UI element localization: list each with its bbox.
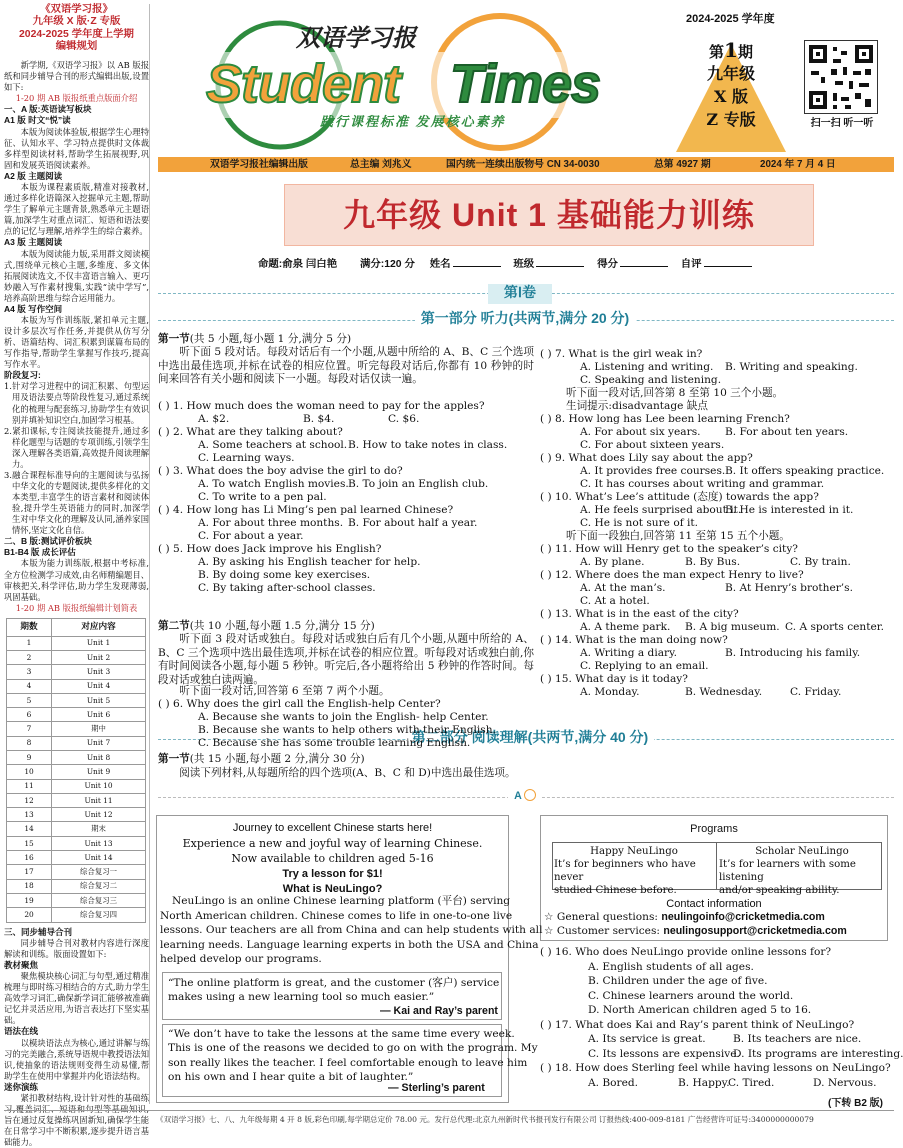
contact-service — [544, 925, 847, 939]
turn-page-note: (下转 B2 版) — [828, 1098, 883, 1109]
sidebar-title-line: 《双语学习报》 — [40, 4, 113, 15]
answer-option[interactable]: A. To watch English movies. — [198, 478, 349, 490]
publisher: 双语学习报社编辑出版 — [210, 159, 308, 170]
qr-code-icon — [805, 41, 877, 113]
answer-option[interactable]: B. By doing some key exercises. — [198, 569, 371, 581]
sidebar-c2-text: 以模块语法点为核心,通过讲解与练习的完美融合,系统导语规中教授语法知识,使抽象的语法规则变得生动易懂,帮助学生在使用中掌握并内化语法结构。 — [4, 1037, 149, 1081]
answer-option[interactable]: C. Friday. — [790, 686, 842, 698]
schedule-issue: 10 — [7, 765, 52, 779]
issue-num: 1 — [724, 38, 738, 62]
contact-general-label: ☆ General questions: — [544, 911, 662, 923]
schedule-row — [7, 636, 146, 650]
quote2-line: son really likes the teacher. I feel comfortable enough to leave him — [168, 1056, 528, 1069]
answer-option[interactable]: A. For about six years. — [580, 426, 701, 438]
volume-label: 第Ⅰ卷 — [503, 284, 537, 300]
ad-paragraph-line: NeuLingo is an online Chinese learning platform (平台) serving — [172, 895, 511, 907]
schedule-content: 综合复习三 — [52, 893, 146, 907]
schedule-row — [7, 893, 146, 907]
ad-paragraph-line: North American children. Chinese comes to life in one-to-one live — [160, 909, 513, 922]
answer-option[interactable]: B. At Henry’s brother’s. — [725, 582, 853, 594]
answer-option[interactable]: A. At the man’s. — [580, 582, 666, 594]
sidebar-title-line: 2024-2025 学年度上学期 — [19, 28, 134, 40]
ad-paragraph-line: learning needs. Language learning experts in both the USA and China — [160, 938, 539, 951]
program-scholar-desc: It’s for learners with some listening — [719, 859, 856, 884]
schedule-issue: 4 — [7, 679, 52, 693]
answer-option[interactable]: A. He feels surprised about it. — [580, 504, 742, 516]
answer-option[interactable]: C. Tired. — [728, 1076, 775, 1089]
question-stem: ( ) 17. What does Kai and Ray’s parent think of NeuLingo? — [540, 1018, 855, 1031]
sidebar-c2-heading: 语法在线 — [4, 1026, 39, 1037]
answer-option[interactable]: C. $6. — [388, 413, 420, 425]
schedule-issue: 16 — [7, 851, 52, 865]
schedule-content: Unit 9 — [52, 765, 146, 779]
section2-heading — [158, 620, 530, 634]
schedule-issue: 12 — [7, 793, 52, 807]
answer-option[interactable]: B. Happy. — [678, 1076, 730, 1089]
page-title: 九年级 Unit 1 基础能力训练 — [343, 197, 755, 233]
schedule-header: 期数 — [7, 618, 52, 636]
section2-label: 第二节 — [158, 620, 190, 632]
schedule-content: Unit 12 — [52, 808, 146, 822]
name-label: 姓名 — [429, 259, 451, 270]
schedule-issue: 7 — [7, 722, 52, 736]
schedule-issue: 17 — [7, 865, 52, 879]
schedule-header: 对应内容 — [52, 618, 146, 636]
sidebar-stage-item: 3.融合课程标准导向的主题阅读与弘扬中华文化的专题阅读,提供多样化的文本类型,丰富学生的语言素材和阅读体验,提升学生英语能力的同时,加深学生对中华文化的理解及认同,涵养家国情怀,坚定文化自信。 — [4, 469, 149, 535]
question-stem: ( ) 8. How long has Lee been learning French? — [540, 413, 790, 425]
publication-info-bar — [158, 157, 894, 172]
answer-option[interactable]: A. Because she wants to join the English- help Center. — [198, 711, 489, 723]
quote1-line: makes using a new learning tool so much easier.” — [168, 991, 435, 1003]
schedule-row — [7, 751, 146, 765]
schedule-content: Unit 8 — [52, 751, 146, 765]
answer-option[interactable]: A. For about three months. — [198, 517, 344, 529]
answer-option[interactable]: A. Listening and writing. — [580, 361, 714, 373]
serial-number: 国内统一连续出版物号 CN 34-0030 — [446, 159, 600, 170]
sidebar-a1-text: 本版为阅读体验版,根据学生心理特征、认知水平、学习特点提供时文体裁多样型阅读材料,帮助学生拓展视野,巩固和发展英语阅读素养。 — [4, 126, 149, 170]
question-stem: ( ) 3. What does the boy advise the girl to do? — [158, 465, 403, 477]
question-stem: ( ) 14. What is the man doing now? — [540, 634, 728, 646]
schedule-row — [7, 908, 146, 922]
section3-desc: (共 15 小题,每小题 2 分,满分 30 分) — [189, 753, 365, 765]
schedule-row — [7, 722, 146, 736]
schedule-table — [6, 618, 146, 923]
chief-editor: 总主编 刘兆义 — [350, 159, 412, 170]
sidebar-stage-item: 2.紧扣课标,专注阅读技能提升,通过多样化题型与话题的专项训练,引领学生深入理解各类语篇,高效提升阅读理解力。 — [4, 425, 149, 469]
question-stem: ( ) 7. What is the girl weak in? — [540, 348, 703, 360]
answer-option[interactable]: A. By asking his English teacher for help. — [198, 556, 421, 568]
answer-option[interactable]: A. Writing a diary. — [580, 647, 678, 659]
answer-option[interactable]: C. For about a year. — [198, 530, 304, 542]
schedule-content: Unit 11 — [52, 793, 146, 807]
program-scholar-title: Scholar NeuLingo — [755, 846, 849, 857]
listening-prompt: 听下面一段对话,回答第 8 至第 10 三个小题。 — [566, 387, 784, 399]
sidebar-title-line: 九年级 X 版·Z 专版 — [32, 16, 121, 28]
schedule-content: Unit 2 — [52, 650, 146, 664]
answer-option[interactable]: C. Its lessons are expensive. — [588, 1047, 740, 1060]
schedule-issue: 11 — [7, 779, 52, 793]
answer-option[interactable]: B. How to take notes in class. — [348, 439, 508, 451]
contact-title: Contact information — [666, 898, 762, 910]
contact-general-email[interactable]: neulingoinfo@cricketmedia.com — [661, 911, 825, 923]
answer-option[interactable]: B. A big museum. — [685, 621, 780, 633]
answer-option[interactable]: D. Its programs are interesting. — [733, 1047, 903, 1060]
times-word: Times — [450, 54, 601, 114]
answer-option[interactable]: B. Children under the age of five. — [588, 975, 768, 987]
sidebar-stage-heading: 阶段复习: — [4, 370, 41, 381]
sidebar-stage-item: 1.针对学习进程中的词汇积累、句型运用及语法要点等阶段性复习,通过系统化的梳理与配套练习,协助学生有效识别并填补知识空白,加固学习根基。 — [4, 381, 149, 425]
class-label: 班级 — [513, 259, 535, 270]
question-stem: ( ) 13. What is in the east of the city? — [540, 608, 739, 620]
schedule-issue: 13 — [7, 808, 52, 822]
answer-option[interactable]: C. By taking after-school classes. — [198, 582, 376, 594]
score-blank[interactable] — [620, 266, 668, 267]
schedule-issue: 1 — [7, 636, 52, 650]
schedule-content: 期中 — [52, 722, 146, 736]
schedule-issue: 18 — [7, 879, 52, 893]
section1-instructions: 听下面 5 段对话。每段对话后有一个小题,从题中所给的 A、B、C 三个选项中选出最佳选项,并标在试卷的相应位置。听完每段对话后,你都有 10 秒钟的时间来回答有关小题和阅读下一小题。每段对话仅读一遍。 — [158, 346, 534, 386]
section2-instructions: 听下面 3 段对话或独白。每段对话或独白后有几个小题,从题中所给的 A、B、C 三个选项中选出最佳选项,并标在试卷的相应位置。听每段对话或独白前,你有时间阅读各小题,每小题 5 秒钟。听完后,各小题将给出 5 秒钟的作答时间。每段对话或独白读两遍。 — [158, 633, 534, 686]
edition-label: X 版 — [714, 87, 748, 107]
schedule-content: Unit 4 — [52, 679, 146, 693]
schedule-row — [7, 808, 146, 822]
answer-option[interactable]: B. Writing and speaking. — [725, 361, 858, 373]
program-happy-desc: It’s for beginners who have never — [554, 859, 696, 884]
score-label: 得分 — [597, 259, 618, 270]
publish-date: 2024 年 7 月 4 日 — [760, 159, 836, 170]
answer-option[interactable]: C. Because she has some trouble learning English. — [198, 737, 471, 749]
name-blank[interactable] — [453, 266, 501, 267]
slogan: 践行课程标准 发展核心素养 — [320, 114, 506, 129]
grade-label: 九年级 — [706, 64, 755, 83]
authors: 命题:俞泉 闫白艳 — [258, 259, 338, 270]
qr-caption: 扫一扫 听一听 — [810, 118, 874, 129]
answer-option[interactable]: B. Introducing his family. — [725, 647, 861, 659]
contact-service-label: ☆ Customer services: — [544, 925, 664, 937]
sidebar-c-text: 同步辅导合刊对教材内容进行深度解读和训练。版面设置如下: — [4, 937, 149, 959]
schedule-content: Unit 1 — [52, 636, 146, 650]
answer-option[interactable]: C. Speaking and listening. — [580, 374, 722, 386]
quote2-line: on his own and I hear quite a bit of laughter.” — [168, 1071, 414, 1084]
answer-option[interactable]: C. He is not sure of it. — [580, 517, 698, 529]
ad-heading-3: Now available to children aged 5-16 — [231, 852, 434, 866]
sidebar-c1-heading: 教材聚焦 — [4, 959, 39, 970]
schedule-content: 综合复习四 — [52, 908, 146, 922]
footer-rule — [4, 1110, 894, 1111]
schedule-row — [7, 822, 146, 836]
full-score: 满分:120 分 — [359, 259, 415, 270]
question-stem: ( ) 10. What’s Lee’s attitude (态度) towards the app? — [540, 491, 819, 503]
ad-heading-4: Try a lesson for $1! — [282, 867, 383, 880]
qr-code[interactable] — [804, 40, 878, 114]
schedule-row — [7, 865, 146, 879]
schedule-content: Unit 5 — [52, 693, 146, 707]
total-issue: 总第 4927 期 — [654, 159, 711, 170]
schedule-row — [7, 693, 146, 707]
answer-option[interactable]: A. Bored. — [588, 1076, 639, 1089]
schedule-row — [7, 851, 146, 865]
schedule-issue: 5 — [7, 693, 52, 707]
special-label: Z 专版 — [706, 110, 756, 130]
answer-option[interactable]: A. Monday. — [580, 686, 640, 698]
schedule-issue: 19 — [7, 893, 52, 907]
answer-option[interactable]: B. To join an English club. — [348, 478, 489, 490]
ad-heading-5: What is NeuLingo? — [282, 882, 383, 895]
answer-option[interactable]: A. Its service is great. — [588, 1033, 706, 1045]
question-stem: ( ) 6. Why does the girl call the English-help Center? — [158, 698, 441, 710]
question-stem: ( ) 18. How does Sterling feel while having lessons on NeuLingo? — [540, 1062, 891, 1074]
answer-option[interactable]: C. Chinese learners around the world. — [588, 989, 794, 1002]
sidebar-b1-text: 本版为能力训练版,根据中考标准,全方位检测学习成效,由名师精编题目、审核把关,科学评估,助力学生发现薄弱,巩固基础。 — [4, 558, 149, 602]
section1-heading — [158, 333, 530, 347]
sidebar-red-heading: 1-20 期 AB 版报纸编辑计划简表 — [15, 602, 138, 613]
sidebar-c1-text: 聚焦模块核心词汇与句型,通过精准梳理与即时练习相结合的方式,助力学生高效学习词汇,确保新学词汇能够被准确记忆并灵活应用,为语言表达打下坚实基础。 — [4, 971, 149, 1026]
part2-title: 第二部分 阅读理解(共两节,满分 40 分) — [406, 729, 654, 745]
section3-instructions: 阅读下列材料,从每题所给的四个选项(A、B、C 和 D)中选出最佳选项。 — [179, 767, 516, 779]
schedule-row — [7, 679, 146, 693]
ad-heading-1: Journey to excellent Chinese starts here! — [232, 822, 433, 834]
answer-option[interactable]: B. For about half a year. — [348, 517, 478, 529]
schedule-content: Unit 6 — [52, 708, 146, 722]
question-stem: ( ) 4. How long has Li Ming’s pen pal learned Chinese? — [158, 504, 454, 516]
section1-desc: (共 5 小题,每小题 1 分,满分 5 分) — [189, 333, 352, 345]
schedule-row — [7, 665, 146, 679]
sidebar-a3-heading: A3 版 主题阅读 — [4, 237, 63, 248]
answer-option[interactable]: B. Wednesday. — [685, 686, 763, 698]
answer-option[interactable]: B. Its teachers are nice. — [733, 1033, 862, 1045]
question-stem: ( ) 12. Where does the man expect Henry to live? — [540, 569, 804, 581]
answer-option[interactable]: A. $2. — [198, 413, 230, 425]
sidebar-part-b: 二、B 版:测试评价板块 — [4, 535, 92, 546]
schedule-issue: 2 — [7, 650, 52, 664]
sidebar-c3-text: 紧扣教材结构,设计针对性的基础练习,覆盖词汇、短语和句型等基础知识,旨在通过反复操练巩固新知,确保学生能在日常学习中不断积累,逐步提升语言基础能力。 — [4, 1093, 149, 1148]
ad-paragraph-line: helped develop our programs. — [160, 953, 322, 966]
sidebar-a2-heading: A2 版 主题阅读 — [4, 170, 63, 181]
class-blank[interactable] — [536, 266, 584, 267]
question-stem: ( ) 1. How much does the woman need to pay for the apples? — [158, 400, 485, 412]
q6-7-prompt: 听下面一段对话,回答第 6 至第 7 两个小题。 — [179, 685, 390, 697]
volume-tag — [488, 284, 552, 304]
self-eval-label: 自评 — [680, 259, 702, 270]
sidebar-b1-heading: B1-B4 版 成长评估 — [4, 547, 76, 558]
school-year: 2024-2025 学年度 — [686, 13, 775, 25]
schedule-row — [7, 879, 146, 893]
answer-option[interactable]: B. Because she wants to help others with their English. — [198, 724, 496, 736]
student-word: Student — [206, 54, 400, 114]
answer-option[interactable]: D. Nervous. — [813, 1076, 877, 1089]
schedule-content: Unit 3 — [52, 665, 146, 679]
schedule-content: Unit 10 — [52, 779, 146, 793]
sidebar-c3-heading: 迷你演练 — [4, 1081, 39, 1092]
answer-option[interactable]: C. By train. — [790, 556, 851, 568]
issue-number — [686, 38, 776, 64]
answer-option[interactable]: C. A sports center. — [785, 621, 885, 633]
sidebar-a3-text: 本版为阅读能力版,采用群文阅读模式,围绕单元核心主题,多维度、多文体拓展阅读选文,不仅丰富语言输入、更巧妙融入写作素材搜集,实践“读中学写”,培养高阶思维与综合运用能力。 — [4, 248, 149, 303]
section1-label: 第一节 — [158, 333, 190, 345]
question-stem: ( ) 11. How will Henry get to the speaker’s city? — [540, 543, 798, 555]
sidebar-part-a: 一、A 版:英语读写板块 — [4, 104, 92, 115]
passage-deco-icon — [524, 789, 536, 801]
schedule-issue: 3 — [7, 665, 52, 679]
program-scholar — [719, 845, 885, 897]
section3-heading — [158, 753, 888, 767]
answer-option[interactable]: B. By Bus. — [685, 556, 741, 568]
sidebar-a1-heading: A1 版 时文“悦”读 — [4, 115, 71, 126]
sidebar-red-heading: 1-20 期 AB 版报纸重点版面介绍 — [15, 93, 138, 104]
program-scholar-desc: and/or speaking ability. — [719, 885, 840, 897]
answer-option[interactable]: C. Learning ways. — [198, 452, 295, 464]
answer-option[interactable]: C. At a hotel. — [580, 595, 650, 607]
schedule-issue: 9 — [7, 751, 52, 765]
sidebar-a4-text: 本版为写作训练版,紧扣单元主题,设计多层次写作任务,并提供从仿写分析、语篇结构、词汇积累到谋篇布局的写作指导,帮助学生掌握写作技巧,提高写作水平。 — [4, 314, 149, 370]
schedule-row — [7, 836, 146, 850]
answer-option[interactable]: C. For about sixteen years. — [580, 439, 725, 451]
schedule-content: 期末 — [52, 822, 146, 836]
sidebar-intro: 新学期,《双语学习报》以 AB 版报纸和同步辅导合刊的形式编辑出版,设置如下: — [4, 59, 149, 92]
issue-prefix: 第 — [709, 43, 725, 61]
schedule-content: 综合复习一 — [52, 865, 146, 879]
programs-divider — [716, 842, 717, 890]
schedule-row — [7, 650, 146, 664]
quote2-line: “We don’t have to take the lessons at the same time every week. — [168, 1028, 515, 1040]
schedule-issue: 8 — [7, 736, 52, 750]
answer-option[interactable]: B. For about ten years. — [725, 426, 849, 438]
sidebar-part-c: 三、同步辅导合刊 — [4, 926, 73, 937]
schedule-issue: 6 — [7, 708, 52, 722]
schedule-content: Unit 7 — [52, 736, 146, 750]
program-happy — [554, 845, 714, 897]
answer-option[interactable]: C. It has courses about writing and grammar. — [580, 478, 825, 490]
sidebar-edition-plan — [4, 4, 150, 1148]
sidebar-title-line: 编辑规划 — [55, 41, 98, 53]
schedule-row — [7, 779, 146, 793]
quote1-line: “The online platform is great, and the customer (客户) service — [168, 977, 500, 989]
answer-option[interactable]: A. It provides free courses. — [580, 465, 726, 477]
program-happy-desc: studied Chinese before. — [554, 885, 677, 897]
issue-suffix: 期 — [737, 43, 753, 61]
page-title-box — [284, 184, 814, 246]
cn-title: 双语学习报 — [296, 25, 416, 52]
schedule-row — [7, 765, 146, 779]
schedule-issue: 14 — [7, 822, 52, 836]
newspaper-nameplate — [200, 10, 650, 160]
program-happy-title: Happy NeuLingo — [590, 846, 678, 857]
question-stem: ( ) 5. How does Jack improve his English? — [158, 543, 382, 555]
contact-service-email[interactable]: neulingosupport@cricketmedia.com — [663, 925, 847, 937]
sidebar-title — [4, 4, 149, 54]
section2-desc: (共 10 小题,每小题 1.5 分,满分 15 分) — [189, 620, 375, 632]
ad-heading-2: Experience a new and joyful way of learning Chinese. — [182, 837, 483, 851]
listening-prompt: 听下面一段独白,回答第 11 至第 15 五个小题。 — [566, 530, 790, 542]
schedule-row — [7, 736, 146, 750]
schedule-content: 综合复习二 — [52, 879, 146, 893]
answer-option[interactable]: B. He is interested in it. — [725, 504, 854, 516]
part1-title: 第一部分 听力(共两节,满分 20 分) — [415, 310, 635, 326]
answer-option[interactable]: C. Replying to an email. — [580, 660, 709, 672]
passage-label — [508, 789, 542, 805]
schedule-row — [7, 708, 146, 722]
answer-option[interactable]: B. $4. — [303, 413, 335, 425]
schedule-issue: 20 — [7, 908, 52, 922]
schedule-content: Unit 14 — [52, 851, 146, 865]
quote2-line: This is one of the reasons we decided to go on with the program. My — [168, 1042, 538, 1055]
passage-letter: A — [514, 790, 522, 802]
question-stem: ( ) 2. What are they talking about? — [158, 426, 343, 438]
ad-paragraph-line: lessons. Our teachers are all from China and can help students with all — [160, 924, 543, 937]
quote1-author: — Kai and Ray’s parent — [380, 1005, 498, 1017]
answer-option[interactable]: C. To write to a pen pal. — [198, 491, 327, 503]
schedule-row — [7, 793, 146, 807]
answer-option[interactable]: A. A theme park. — [580, 621, 671, 633]
sidebar-a4-heading: A4 版 写作空间 — [4, 303, 63, 314]
schedule-issue: 15 — [7, 836, 52, 850]
vocab-tip: 生词提示:disadvantage 缺点 — [566, 400, 708, 412]
sidebar-a2-text: 本版为课程素质版,精准对接教材,通过多样化语篇深入挖掘单元主题,帮助学生了解单元主题背景,熟悉单元主题语篇,加深学生对重点词汇、短语和语法要点的记忆与理解,培养学生的综合素养。 — [4, 182, 149, 237]
part1-heading — [390, 310, 660, 328]
programs-title: Programs — [690, 823, 738, 835]
question-stem: ( ) 15. What day is it today? — [540, 673, 688, 685]
section3-label: 第一节 — [158, 753, 190, 765]
question-stem: ( ) 16. Who does NeuLingo provide online lessons for? — [540, 946, 832, 958]
author-line — [258, 258, 858, 271]
edition-block — [686, 62, 776, 132]
self-eval-blank[interactable] — [704, 266, 752, 267]
contact-general — [544, 911, 825, 925]
answer-option[interactable]: A. English students of all ages. — [588, 960, 754, 973]
ad-headings — [160, 821, 505, 897]
answer-option[interactable]: B. It offers speaking practice. — [725, 465, 885, 477]
question-stem: ( ) 9. What does Lily say about the app? — [540, 452, 753, 464]
answer-option[interactable]: A. Some teachers at school. — [198, 439, 348, 451]
answer-option[interactable]: A. By plane. — [580, 556, 645, 568]
answer-option[interactable]: D. North American children aged 5 to 16. — [588, 1004, 812, 1016]
footer-info: 《双语学习报》七、八、九年级每期 4 开 8 版,彩色印刷,每学期总定价 78.00 元。发行总代理:北京九州新时代书报刊发行有限公司 订报热线:400-009-8181 广告经营许可证号:3400000000079 — [156, 1115, 814, 1124]
schedule-content: Unit 13 — [52, 836, 146, 850]
quote2-author: — Sterling’s parent — [388, 1082, 485, 1094]
